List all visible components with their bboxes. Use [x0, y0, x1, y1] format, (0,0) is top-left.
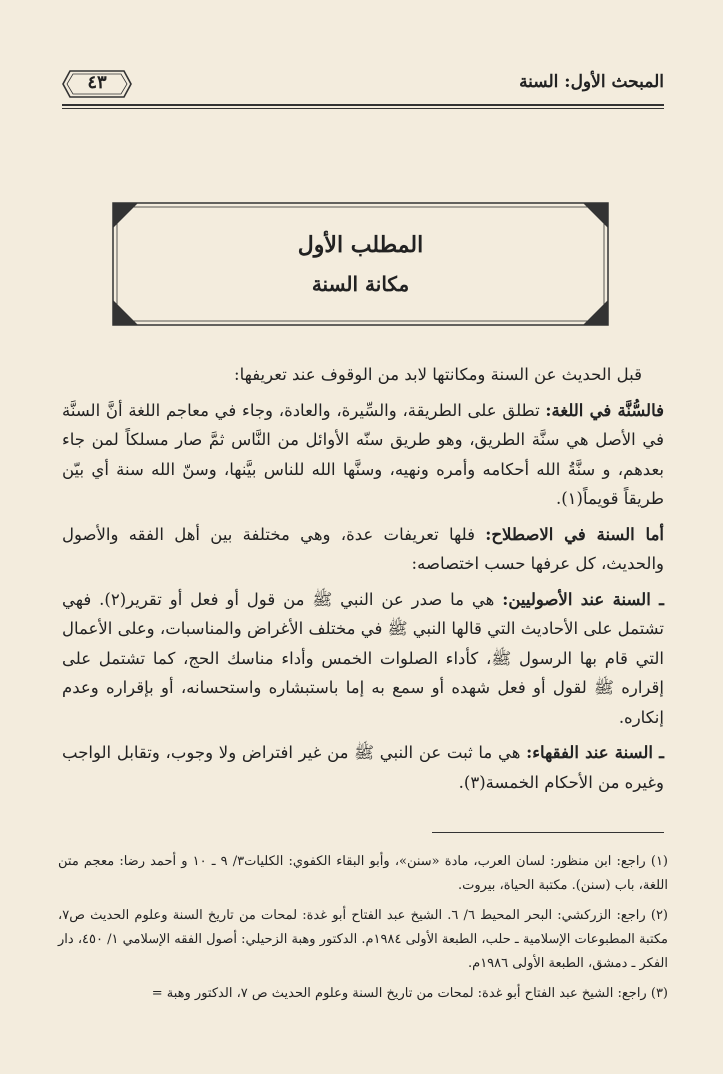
page-header	[62, 70, 664, 102]
usul-term: ـ السنة عند الأصوليين:	[502, 589, 664, 609]
istilah-term: أما السنة في الاصطلاح:	[485, 524, 664, 544]
header-rule	[62, 104, 664, 106]
istilah-text: فلها تعريفات عدة، وهي مختلفة بين أهل الفقه والأصول والحديث، كل عرفها حسب اختصاصه:	[62, 524, 664, 573]
intro-paragraph: قبل الحديث عن السنة ومكانتها لابد من الوقوف عند تعريفها:	[234, 365, 642, 384]
section-title: المطلب الأول	[297, 232, 424, 258]
main-text	[62, 360, 664, 803]
usul-text: هي ما صدر عن النبي ﷺ من قول أو فعل أو تقرير(٢). فهي تشتمل على الأحاديث التي قالها النبي ﷺ في مختلف الأغراض والمناسبات، وعلى الأعمال التي قام بها الرسول ﷺ، كأداء الصلوات الخمس وأداء مناسك الحج، كما تشتمل على إقراره ﷺ لقول أو فعل شهده أو سمع به إما باستبشاره واستحسانه، أو بإقراره وعدم إنكاره.	[61, 589, 664, 727]
footnote-number: (٢)	[650, 908, 668, 923]
usul-paragraph	[62, 585, 664, 733]
footnote-text: راجع: ابن منظور: لسان العرب، مادة «سنن»، وأبو البقاء الكفوي: الكليات٣/ ٩ ـ ١٠ و أحمد رضا: معجم متن اللغة، باب (سنن). مكتبة الحياة، بيروت.	[58, 854, 668, 893]
header-rule-thin	[62, 108, 664, 109]
footnote-1	[58, 850, 668, 898]
footnote-text: راجع: الزركشي: البحر المحيط ٦/ ٦. الشيخ عبد الفتاح أبو غدة: لمحات من تاريخ السنة وعلوم الحديث ص٧، مكتبة المطبوعات الإسلامية ـ حلب، الطبعة الأولى ١٩٨٤م. الدكتور وهبة الزحيلي: أصول الفقه الإسلامي ١/ ٤٥٠، دار الفكر ـ دمشق، الطبعة الأولى ١٩٨٦م.	[58, 908, 669, 971]
footnote-number: (١)	[650, 854, 668, 869]
istilah-paragraph	[62, 520, 664, 579]
page-number: ٤٣	[87, 72, 107, 93]
page-number-frame	[62, 70, 132, 98]
lugha-text: تطلق على الطريقة، والسِّيرة، والعادة، وجاء في معاجم اللغة أنَّ السنَّة في الأصل هي سنَّة الطريق، وهو طريق سنّه الأوائل من النَّاس ثمَّ صار مسلكاً لمن جاء بعدهم، و سنَّةُ الله أحكامه وأمره ونهيه، وسنَّها الله للناس بيَّنها، وسنّ الله سنة أي بيّن طريقاً قويماً(١).	[62, 400, 664, 508]
footnote-3	[58, 982, 668, 1006]
footnote-2	[58, 904, 668, 976]
footnote-text: راجع: الشيخ عبد الفتاح أبو غدة: لمحات من تاريخ السنة وعلوم الحديث ص ٧، الدكتور وهبة =	[151, 986, 647, 1001]
lugha-term: فالسُّنَّة في اللغة:	[545, 400, 664, 420]
lugha-paragraph	[62, 396, 664, 514]
footnotes	[58, 850, 668, 1012]
footnote-separator	[432, 832, 664, 833]
chapter-title: المبحث الأول: السنة	[519, 72, 664, 92]
fuqaha-term: ـ السنة عند الفقهاء:	[526, 743, 664, 762]
fuqaha-paragraph	[62, 738, 664, 797]
fuqaha-text: هي ما ثبت عن النبي ﷺ من غير افتراض ولا وجوب، وتقابل الواجب وغيره من الأحكام الخمسة(٣).	[62, 743, 664, 792]
section-subtitle: مكانة السنة	[311, 272, 410, 296]
section-title-frame	[112, 202, 609, 326]
footnote-number: (٣)	[650, 986, 668, 1001]
